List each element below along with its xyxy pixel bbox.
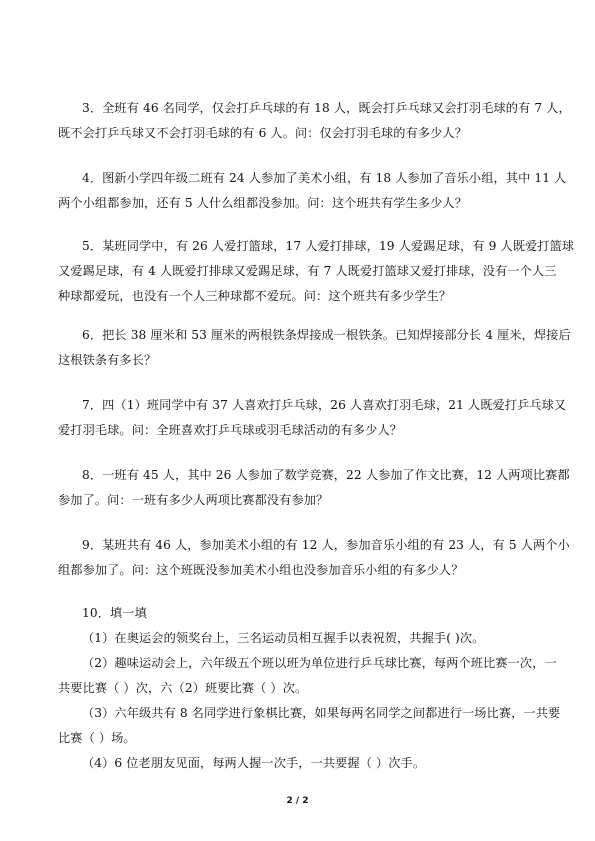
- problem-3: [58, 96, 571, 146]
- problem-7-line-2: 爱打羽毛球。问：全班喜欢打乒乓球或羽毛球活动的有多少人？: [58, 423, 403, 437]
- problem-5-line-2: 又爱踢足球，有 4 人既爱打排球又爱踢足球，有 7 人既爱打篮球又爱打排球，没有一个人三: [58, 264, 557, 278]
- problem-8-line-2: 参加了。问：一班有多少人两项比赛都没有参加？: [58, 493, 329, 507]
- problem-5: [58, 234, 575, 309]
- fill-item-2-line-1: （2）趣味运动会上，六年级五个班以班为单位进行乒乓球比赛，每两个班比赛一次，一: [82, 656, 557, 670]
- problem-4: [58, 166, 567, 216]
- fill-item-2-line-2: 共要比赛（ ）次，六（2）班要比赛（ ）次。: [58, 681, 308, 695]
- problem-7: [58, 393, 567, 443]
- problem-5-line-3: 种球都爱玩，也没有一个人三种球都不爱玩。问：这个班共有多少学生？: [58, 289, 452, 303]
- fill-item-4: （4）6 位老朋友见面，每两人握一次手，一共要握（ ）次手。: [82, 756, 426, 770]
- fill-item-3-line-2: 比赛（ ）场。: [58, 731, 136, 745]
- problem-3-line-2: 既不会打乒乓球又不会打羽毛球的有 6 人。问：仅会打羽毛球的有多少人？: [58, 126, 468, 140]
- problem-6: [58, 323, 571, 373]
- problem-3-line-1: 3．全班有 46 名同学，仅会打乒乓球的有 18 人，既会打乒乓球又会打羽毛球的有 7 人，: [82, 101, 571, 115]
- fill-section: [58, 601, 561, 776]
- problem-6-line-1: 6．把长 38 厘米和 53 厘米的两根铁条焊接成一根铁条。已知焊接部分长 4 厘米，焊接后: [82, 328, 571, 342]
- problem-8-line-1: 8．一班有 45 人，其中 26 人参加了数学竞赛，22 人参加了作文比赛，12 人两项比赛都: [82, 468, 570, 482]
- fill-section-title: 10．填一填: [82, 606, 147, 620]
- page-number: 2 / 2: [286, 796, 309, 806]
- problem-5-line-1: 5．某班同学中，有 26 人爱打篮球，17 人爱打排球，19 人爱踢足球，有 9 人既爱打篮球: [82, 239, 575, 253]
- problem-9: [58, 533, 570, 583]
- problem-4-line-2: 两个小组都参加，还有 5 人什么组都没参加。问：这个班共有学生多少人？: [58, 196, 468, 210]
- problem-4-line-1: 4．图新小学四年级二班有 24 人参加了美术小组，有 18 人参加了音乐小组，其中 11 人: [82, 171, 567, 185]
- problem-6-line-2: 这根铁条有多长？: [58, 353, 157, 367]
- problem-8: [58, 463, 570, 513]
- fill-item-1: （1）在奥运会的领奖台上，三名运动员相互握手以表祝贺，共握手( )次。: [82, 631, 485, 645]
- problem-9-line-2: 组都参加了。问：这个班既没参加美术小组也没参加音乐小组的有多少人？: [58, 563, 464, 577]
- fill-item-3-line-1: （3）六年级共有 8 名同学进行象棋比赛，如果每两名同学之间都进行一场比赛，一共要: [82, 706, 561, 720]
- problem-9-line-1: 9．某班共有 46 人，参加美术小组的有 12 人，参加音乐小组的有 23 人，有 5 人两个小: [82, 538, 570, 552]
- problem-7-line-1: 7．四（1）班同学中有 37 人喜欢打乒乓球，26 人喜欢打羽毛球，21 人既爱打乒乓球又: [82, 398, 567, 412]
